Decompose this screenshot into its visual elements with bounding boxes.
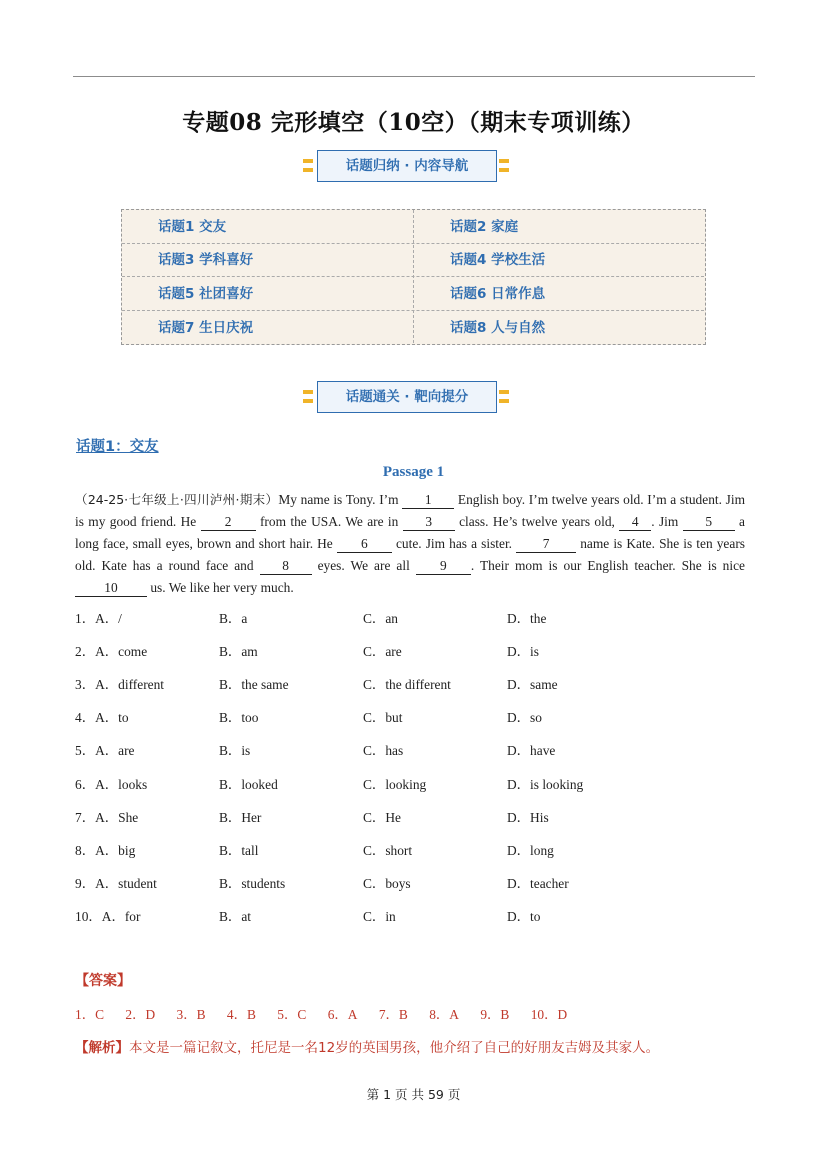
blank-6: 6	[337, 536, 392, 553]
option-c[interactable]: C．looking	[363, 776, 427, 792]
topic-link-5[interactable]: 话题5 社团喜好	[158, 286, 254, 302]
analysis-text: 本文是一篇记叙文，托尼是一名12岁的英国男孩，他介绍了自己的好朋友吉姆及其家人。	[129, 1040, 660, 1056]
question-number: 10．	[75, 908, 102, 924]
option-d[interactable]: D．to	[507, 908, 541, 924]
answer-item: 1．C	[75, 1007, 105, 1022]
question-lead	[75, 707, 129, 726]
question-lead	[75, 608, 122, 627]
question-number: 1．	[75, 611, 96, 626]
option-d[interactable]: D．teacher	[507, 875, 569, 891]
option-c[interactable]: C．boys	[363, 875, 411, 891]
analysis	[75, 1036, 659, 1056]
answer-item: 10．D	[530, 1007, 568, 1022]
section-banner-practice	[303, 381, 525, 415]
topic-link-3[interactable]: 话题3 学科喜好	[158, 252, 254, 268]
option-a[interactable]: A．to	[95, 710, 129, 726]
option-c[interactable]: C．in	[363, 908, 396, 924]
option-a[interactable]: A．big	[95, 842, 136, 858]
question-lead	[75, 906, 140, 925]
topic-link-4[interactable]: 话题4 学校生活	[450, 252, 546, 268]
answer-item: 4．B	[226, 1007, 256, 1022]
option-b[interactable]: B．a	[219, 611, 248, 626]
blank-3: 3	[403, 514, 455, 531]
question-number: 4．	[75, 710, 96, 726]
option-b[interactable]: B．is	[219, 743, 251, 759]
option-b[interactable]: B．the same	[219, 677, 289, 693]
option-d[interactable]: D．is looking	[507, 776, 584, 792]
option-d[interactable]: D．have	[507, 743, 556, 759]
option-c[interactable]: C．the different	[363, 677, 451, 693]
blank-7: 7	[516, 536, 576, 553]
option-c[interactable]: C．an	[363, 611, 398, 626]
blank-10: 10	[75, 580, 147, 597]
option-a[interactable]: A．/	[95, 611, 122, 626]
option-d[interactable]: D．is	[507, 644, 539, 660]
blank-2: 2	[201, 514, 256, 531]
blank-4: 4	[619, 514, 651, 531]
question-lead	[75, 873, 157, 892]
answer-item: 9．B	[480, 1007, 510, 1022]
question-number: 7．	[75, 809, 96, 825]
option-c[interactable]: C．He	[363, 809, 401, 825]
passage-text: （24-25·七年级上·四川泸州·期末）My name is Tony. I’m 1 English boy. I’m twelve years old. I’m a student. Jim is my good friend. He 2 from the USA. We are in 3 class. He’s twelve years old, 4 . Jim 5 a long face, small eyes, brown and short hair. He 6 cute. Jim has a sister. 7 name is Kate. She is ten years old. Kate has a round face and 8 eyes. We are all 9 . Their mom is our English teacher. She is nice 10 us. We like her very much.	[75, 492, 745, 595]
question-number: 9．	[75, 875, 96, 891]
option-b[interactable]: B．at	[219, 908, 251, 924]
option-a[interactable]: A．for	[101, 908, 141, 924]
passage-title: Passage 1	[382, 464, 445, 480]
answer-item: 5．C	[277, 1007, 307, 1022]
option-b[interactable]: B．students	[219, 875, 286, 891]
option-c[interactable]: C．are	[363, 644, 402, 660]
question-number: 2．	[75, 644, 96, 660]
option-c[interactable]: C．but	[363, 710, 403, 726]
topic-link-6[interactable]: 话题6 日常作息	[450, 286, 546, 302]
answer-key	[75, 1004, 585, 1023]
option-d[interactable]: D．same	[507, 677, 558, 693]
answer-item: 7．B	[378, 1007, 408, 1022]
option-d[interactable]: D．the	[507, 611, 547, 626]
topic-heading: 话题1：交友	[76, 439, 159, 455]
banner-label: 话题归纳 · 内容导航	[317, 150, 497, 182]
option-b[interactable]: B．looked	[219, 776, 278, 792]
question-lead	[75, 774, 147, 793]
option-a[interactable]: A．come	[95, 644, 148, 660]
question-number: 3．	[75, 677, 96, 693]
option-a[interactable]: A．different	[95, 677, 165, 693]
question-lead	[75, 740, 135, 759]
option-d[interactable]: D．His	[507, 809, 549, 825]
section-banner-topics	[303, 150, 525, 184]
option-a[interactable]: A．She	[95, 809, 139, 825]
option-a[interactable]: A．are	[95, 743, 135, 759]
answer-label: 【答案】	[75, 973, 131, 989]
option-b[interactable]: B．too	[219, 710, 259, 726]
option-a[interactable]: A．looks	[95, 776, 148, 792]
question-number: 5．	[75, 743, 96, 759]
option-b[interactable]: B．am	[219, 644, 258, 660]
option-b[interactable]: B．Her	[219, 809, 262, 825]
option-b[interactable]: B．tall	[219, 842, 259, 858]
answer-item: 8．A	[429, 1007, 459, 1022]
question-number: 8．	[75, 842, 96, 858]
question-lead	[75, 674, 164, 693]
question-number: 6．	[75, 776, 96, 792]
option-c[interactable]: C．has	[363, 743, 404, 759]
blank-9: 9	[416, 558, 471, 575]
question-source: （24-25·七年级上·四川泸州·期末）	[75, 492, 279, 507]
header-rule	[73, 76, 755, 77]
topic-link-1[interactable]: 话题1 交友	[158, 219, 227, 235]
topic-link-8[interactable]: 话题8 人与自然	[450, 320, 546, 336]
option-a[interactable]: A．student	[95, 875, 157, 891]
answer-item: 6．A	[327, 1007, 358, 1022]
page-footer: 第 1 页 共 59 页	[366, 1087, 461, 1102]
answer-item: 3．B	[176, 1007, 206, 1022]
blank-5: 5	[683, 514, 735, 531]
question-lead	[75, 641, 147, 660]
blank-8: 8	[260, 558, 312, 575]
answer-item: 2．D	[125, 1007, 156, 1022]
topic-nav-table	[121, 209, 706, 345]
question-lead	[75, 840, 135, 859]
topic-link-7[interactable]: 话题7 生日庆祝	[158, 320, 254, 336]
option-d[interactable]: D．long	[507, 842, 554, 858]
blank-1: 1	[402, 492, 454, 509]
option-d[interactable]: D．so	[507, 710, 542, 726]
page-title: 专题08 完形填空（10空）（期末专项训练）	[182, 109, 645, 136]
banner-label: 话题通关 · 靶向提分	[317, 381, 497, 413]
question-lead	[75, 807, 138, 826]
option-c[interactable]: C．short	[363, 842, 413, 858]
analysis-label: 【解析】	[75, 1040, 129, 1056]
topic-link-2[interactable]: 话题2 家庭	[450, 219, 519, 235]
